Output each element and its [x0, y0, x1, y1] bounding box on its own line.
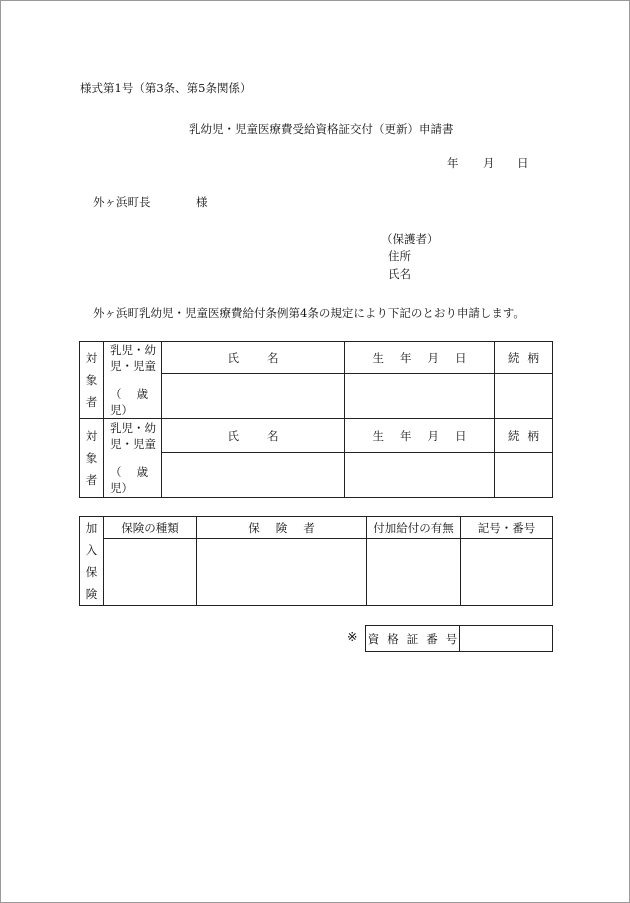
- subject-header-row: [80, 342, 553, 374]
- insurer-header: 保 険 者: [197, 517, 367, 539]
- date-day-label: 日: [517, 156, 529, 170]
- address-label: 住所: [388, 249, 411, 263]
- certificate-table: [365, 625, 553, 652]
- additional-benefit-field[interactable]: [367, 539, 461, 606]
- insurance-type-header: 保険の種類: [104, 517, 197, 539]
- date-year-label: 年: [447, 156, 459, 170]
- symbol-number-field[interactable]: [461, 539, 553, 606]
- certificate-number-label: 資 格 証 番 号: [366, 626, 460, 652]
- page-title: 乳幼児・児童医療費受給資格証交付（更新）申請書: [189, 122, 454, 136]
- insurance-type-field[interactable]: [104, 539, 197, 606]
- subject-name-header: 氏 名: [162, 342, 345, 374]
- subject-name-header: 氏 名: [162, 419, 345, 453]
- subject-category: 乳児・幼 児・児童 （ 歳児）: [104, 342, 162, 419]
- subject-dob-header: 生 年 月 日: [345, 419, 495, 453]
- applicant-name-label: 氏名: [388, 267, 411, 281]
- insurer-field[interactable]: [197, 539, 367, 606]
- insurance-side-label: 加 入 保 険: [80, 517, 104, 606]
- subject-category: 乳児・幼 児・児童 （ 歳児）: [104, 419, 162, 498]
- subject-dob-header: 生 年 月 日: [345, 342, 495, 374]
- addressee-name: 外ヶ浜町長: [93, 195, 151, 209]
- subject-relation-field[interactable]: [495, 453, 553, 498]
- insurance-table: [79, 516, 553, 606]
- form-id: 様式第1号（第3条、第5条関係）: [80, 81, 252, 95]
- subject-relation-header: 続 柄: [495, 342, 553, 374]
- certificate-number-field[interactable]: [460, 626, 553, 652]
- insurance-header-row: [80, 517, 553, 539]
- certificate-mark: ※: [347, 629, 358, 644]
- addressee-honorific: 様: [196, 195, 208, 209]
- subject-name-field[interactable]: [162, 453, 345, 498]
- subject-dob-field[interactable]: [345, 374, 495, 419]
- subject-side-label: 対 象 者: [80, 419, 104, 498]
- symbol-number-header: 記号・番号: [461, 517, 553, 539]
- subject-side-label: 対 象 者: [80, 342, 104, 419]
- date-month-label: 月: [483, 156, 495, 170]
- subjects-table: [79, 341, 553, 498]
- application-statement: 外ヶ浜町乳幼児・児童医療費給付条例第4条の規定により下記のとおり申請します。: [93, 306, 525, 320]
- additional-benefit-header: 付加給付の有無: [367, 517, 461, 539]
- guardian-label: （保護者）: [381, 232, 439, 246]
- subject-relation-field[interactable]: [495, 374, 553, 419]
- subject-header-row: [80, 419, 553, 453]
- subject-dob-field[interactable]: [345, 453, 495, 498]
- subject-name-field[interactable]: [162, 374, 345, 419]
- insurance-entry-row: [80, 539, 553, 606]
- subject-relation-header: 続 柄: [495, 419, 553, 453]
